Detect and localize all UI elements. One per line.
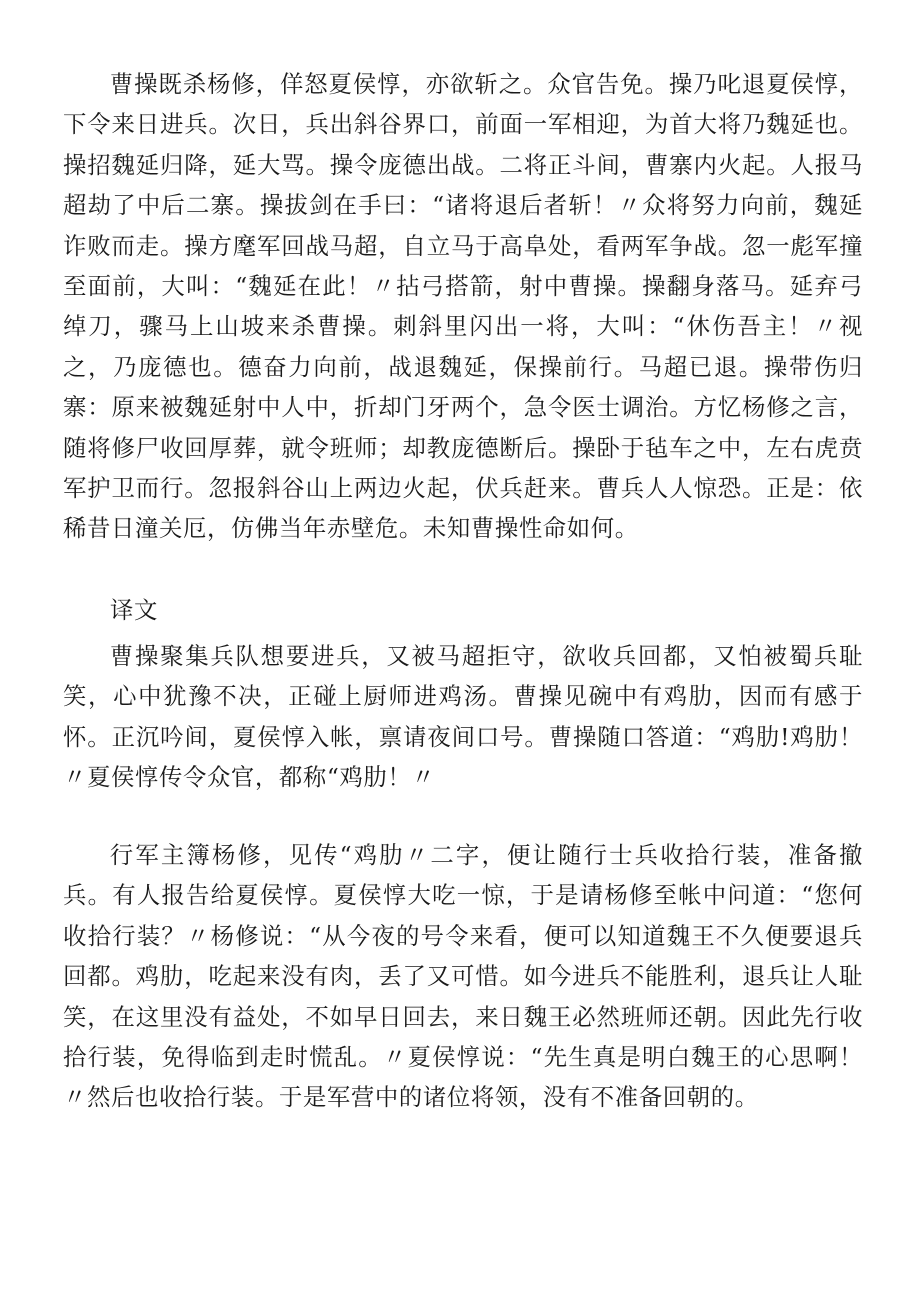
translation-paragraph-2: 行军主簿杨修，见传“鸡肋〃二字，便让随行士兵收拾行装，准备撤兵。有人报告给夏侯惇。夏侯惇大吃一惊，于是请杨修至帐中问道：“您何收拾行装？〃杨修说：“从今夜的号令来看，便可以知道魏王不久便要退兵回都。鸡肋，吃起来没有肉，丢了又可惜。如今进兵不能胜利，退兵让人耻笑，在这里没有益处，不如早日回去，来日魏王必然班师还朝。因此先行收拾行装，免得临到走时慌乱。〃夏侯惇说：“先生真是明白魏王的心思啊！〃然后也收拾行装。于是军营中的诸位将领，没有不准备回朝的。 (63, 841, 863, 1112)
translation-paragraph-1: 曹操聚集兵队想要进兵，又被马超拒守，欲收兵回都，又怕被蜀兵耻笑，心中犹豫不决，正碰上厨师进鸡汤。曹操见碗中有鸡肋，因而有感于怀。正沉吟间，夏侯惇入帐，禀请夜间口号。曹操随口答道：“鸡肋!鸡肋！〃夏侯惇传令众官，都称“鸡肋！〃 (63, 642, 863, 792)
original-text-paragraph: 曹操既杀杨修，佯怒夏侯惇，亦欲斩之。众官告免。操乃叱退夏侯惇，下令来日进兵。次日，兵出斜谷界口，前面一军相迎，为首大将乃魏延也。操招魏延归降，延大骂。操令庞德出战。二将正斗间，曹寨内火起。人报马超劫了中后二寨。操拔剑在手曰：“诸将退后者斩！〃众将努力向前，魏延诈败而走。操方麾军回战马超，自立马于高阜处，看两军争战。忽一彪军撞至面前，大叫：“魏延在此！〃拈弓搭箭，射中曹操。操翻身落马。延弃弓绰刀，骤马上山坡来杀曹操。刺斜里闪出一将，大叫：“休伤吾主！〃视之，乃庞德也。德奋力向前，战退魏延，保操前行。马超已退。操带伤归寨：原来被魏延射中人中，折却门牙两个，急令医士调治。方忆杨修之言，随将修尸收回厚葬，就令班师；却教庞德断后。操卧于毡车之中，左右虎贲军护卫而行。忽报斜谷山上两边火起，伏兵赶来。曹兵人人惊恐。正是：依稀昔日潼关厄，仿佛当年赤壁危。未知曹操性命如何。 (63, 70, 863, 543)
translation-heading: 译文 (110, 596, 158, 624)
